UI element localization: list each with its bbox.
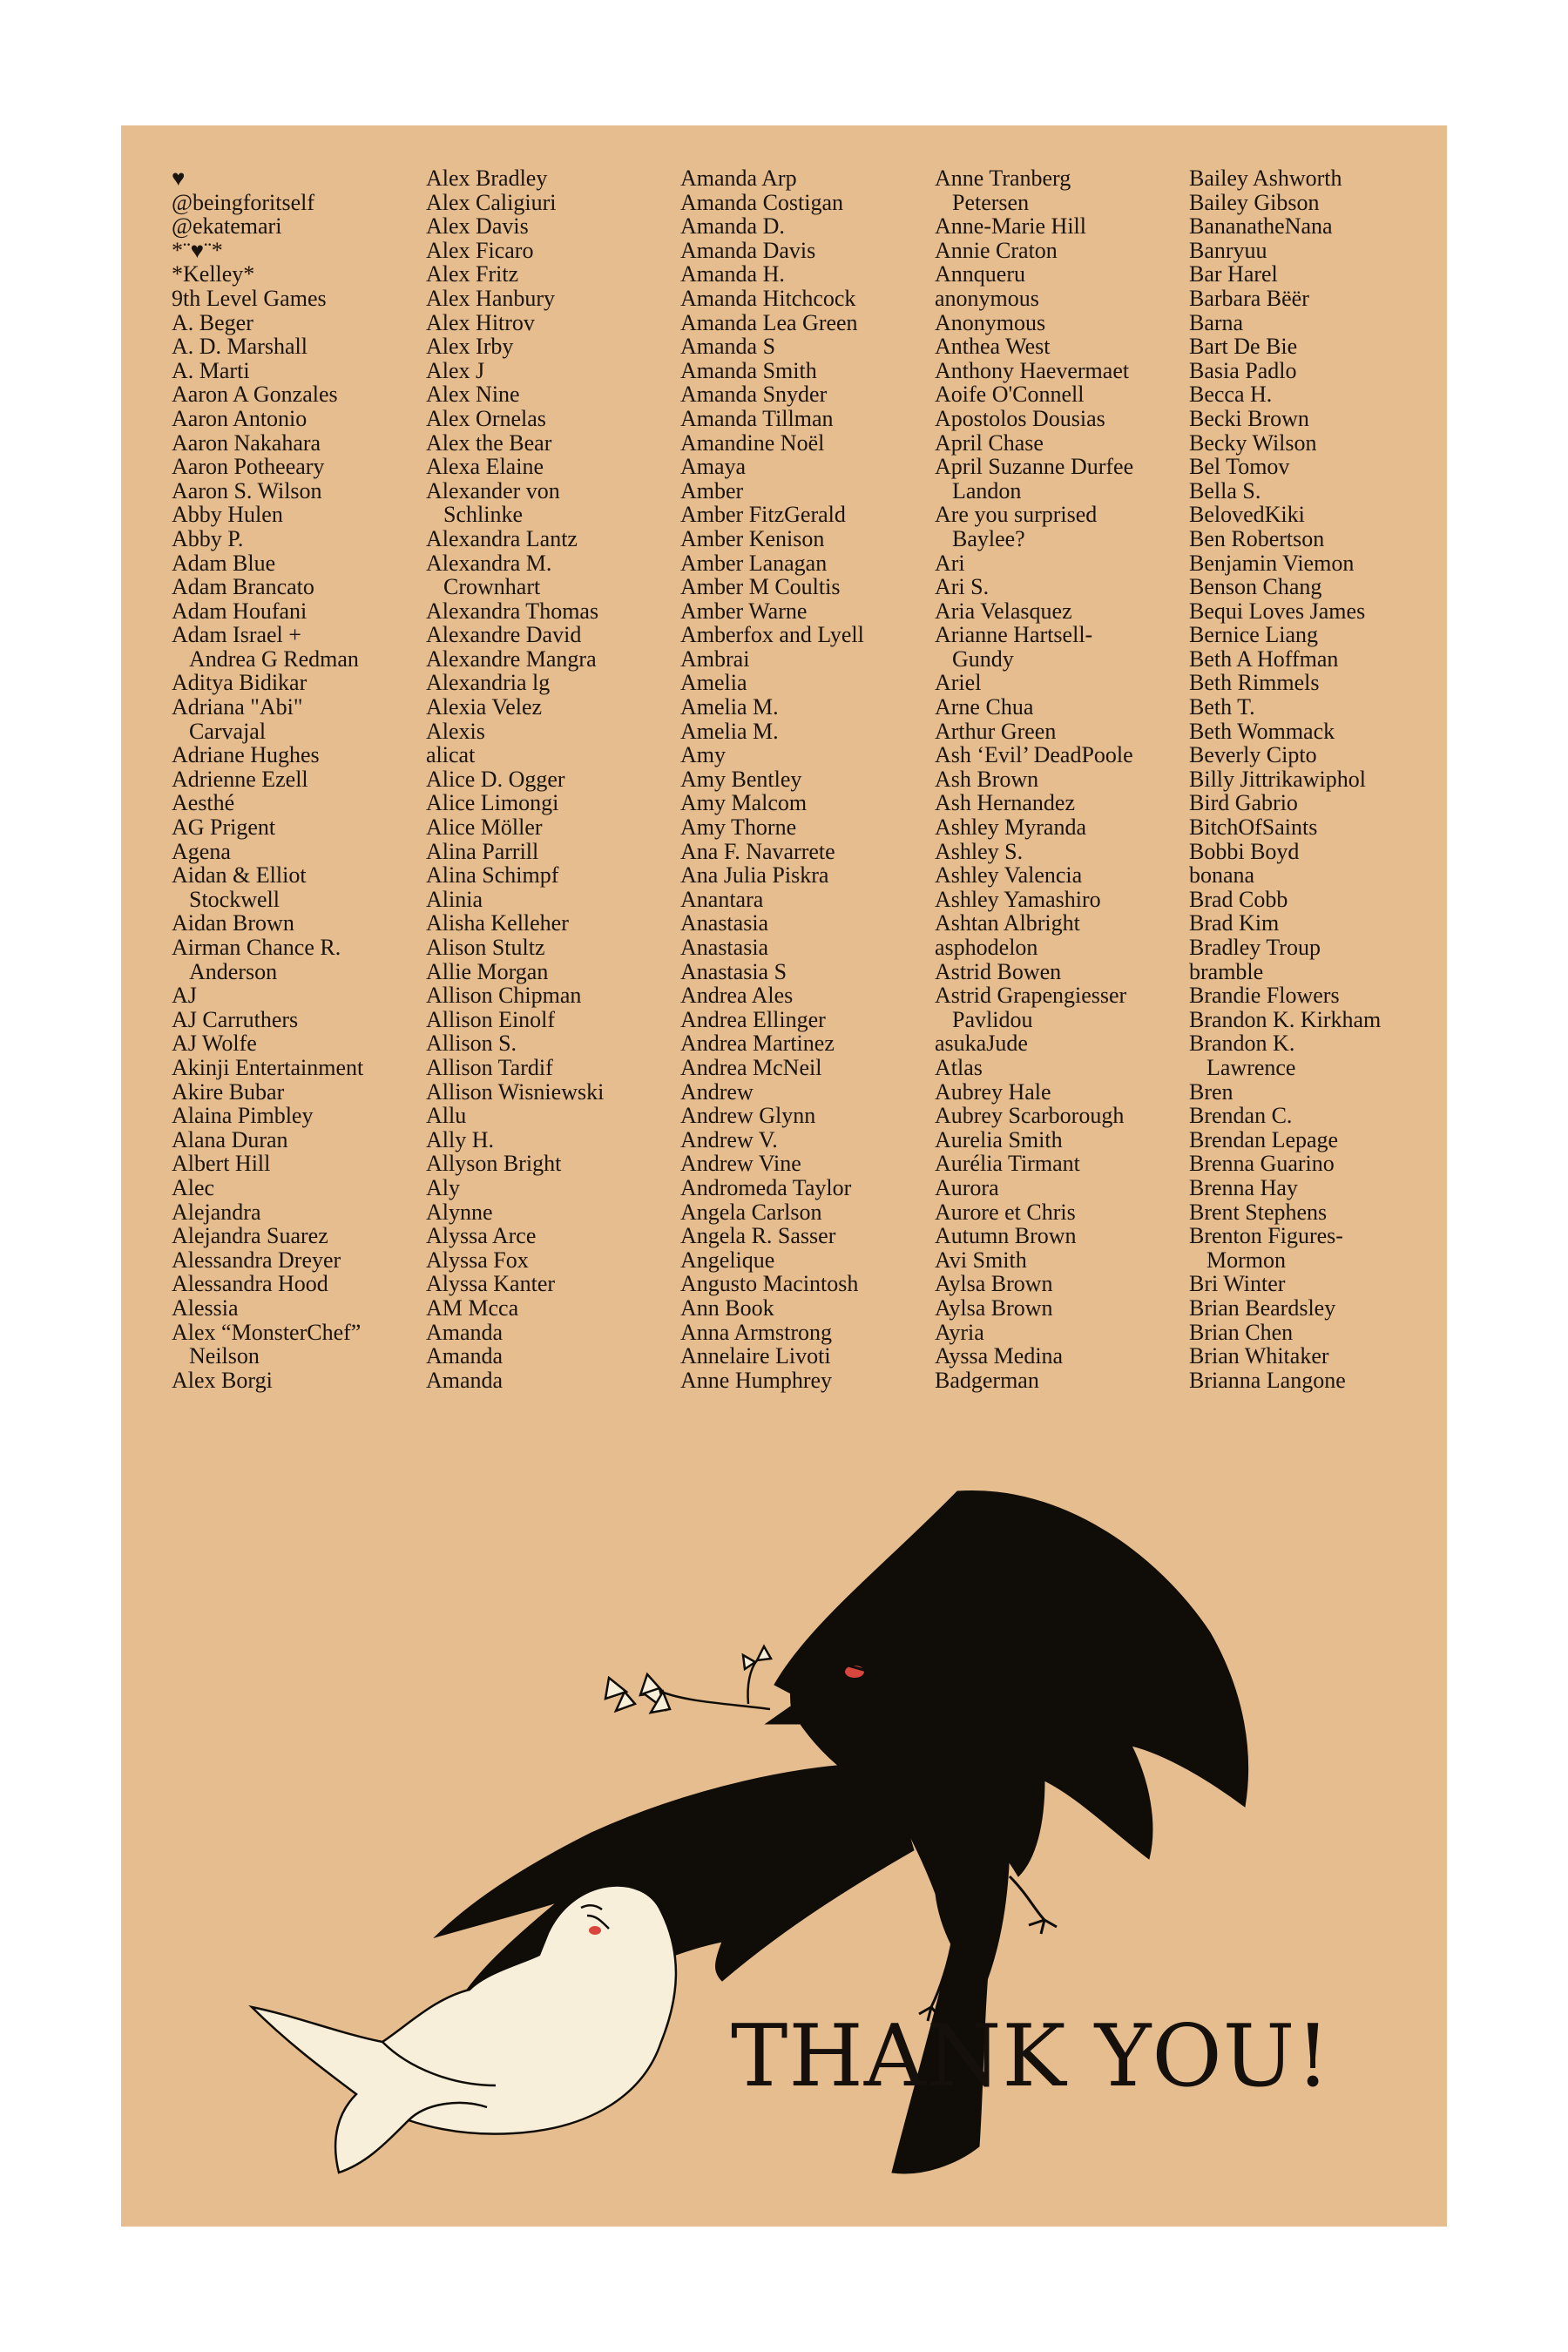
backer-name: Aaron Nakahara: [172, 429, 321, 456]
backer-name: Alex Ornelas: [426, 405, 546, 431]
backer-name: Pavlidou: [952, 1006, 1033, 1032]
backer-name: Aurelia Smith: [935, 1126, 1063, 1152]
backer-name: AJ Wolfe: [172, 1031, 257, 1057]
backer-name: Amanda: [426, 1343, 504, 1369]
backer-name: Bird Gabrio: [1189, 790, 1298, 816]
backer-name: Alex Fritz: [426, 261, 519, 287]
backer-name: Allison S.: [426, 1031, 517, 1057]
backer-name: Amanda Lea Green: [680, 309, 858, 335]
backer-name: Allison Chipman: [426, 983, 582, 1009]
backer-name: Andromeda Taylor: [680, 1174, 852, 1200]
backer-name: Landon: [952, 477, 1022, 504]
backer-name: Anastasia S: [680, 958, 787, 984]
backer-name: Avi Smith: [935, 1247, 1027, 1273]
backer-name: Ashtan Albright: [935, 910, 1080, 936]
backer-name: Annqueru: [935, 261, 1025, 287]
backer-name: Are you surprised: [935, 502, 1098, 528]
backer-name: Andrew: [680, 1078, 754, 1105]
backer-name: Annie Craton: [935, 237, 1058, 263]
backer-name: Alessandra Hood: [172, 1271, 328, 1297]
backer-name: Alyssa Kanter: [426, 1271, 556, 1297]
backer-name: Brenna Hay: [1189, 1174, 1298, 1200]
backer-name: Arthur Green: [935, 718, 1057, 744]
backer-name: Bailey Ashworth: [1189, 166, 1342, 191]
backer-name: Brendan Lepage: [1189, 1126, 1339, 1152]
backer-name: Aylsa Brown: [935, 1294, 1053, 1321]
backer-name: Aurora: [935, 1174, 999, 1200]
backer-name: Agena: [172, 838, 231, 864]
backer-name: Amy Thorne: [680, 814, 797, 841]
backer-name: Anastasia: [680, 935, 769, 960]
backer-name: Brianna Langone: [1189, 1367, 1346, 1393]
backer-name: Adam Brancato: [172, 574, 314, 600]
backer-name: Alexandre Mangra: [426, 645, 597, 672]
backer-name: Angela Carlson: [680, 1199, 822, 1225]
backer-name: Alisha Kelleher: [426, 910, 569, 936]
backer-name: Petersen: [952, 189, 1030, 215]
backer-name: Atlas: [935, 1054, 983, 1080]
backer-name: Amber: [680, 477, 744, 504]
backer-name: Barbara Bëër: [1189, 285, 1309, 311]
backer-name: AG Prigent: [172, 814, 276, 841]
backer-name: April Chase: [935, 429, 1044, 456]
backer-name: Alexandre David: [426, 622, 582, 648]
backer-name: Beth Wommack: [1189, 718, 1335, 744]
backer-name: Amanda H.: [680, 261, 785, 287]
backer-name: Ann Book: [680, 1294, 774, 1321]
backer-name: Becca H.: [1189, 382, 1273, 408]
backer-name: BitchOfSaints: [1189, 814, 1318, 841]
backer-name: Bella S.: [1189, 477, 1261, 504]
backer-name: AM Mcca: [426, 1294, 519, 1321]
backer-name: Andrea Ales: [680, 983, 794, 1009]
backer-name: Ana Julia Piskra: [680, 862, 829, 889]
backer-name: Aurélia Tirmant: [935, 1151, 1080, 1177]
backer-name: Alyssa Arce: [426, 1223, 537, 1249]
backer-name: Arne Chua: [935, 694, 1034, 720]
backer-name: Badgerman: [935, 1367, 1039, 1393]
backer-name: Aly: [426, 1174, 460, 1200]
backer-name: Mormon: [1206, 1247, 1286, 1273]
backer-name: Anderson: [189, 958, 278, 984]
backer-name: Adam Houfani: [172, 598, 308, 624]
backer-name: Andrew V.: [680, 1126, 778, 1152]
backer-name: Ariel: [935, 670, 982, 696]
backer-name: Alexander von: [426, 477, 560, 504]
backer-name: Apostolos Dousias: [935, 405, 1105, 431]
backer-name: Ally H.: [426, 1126, 494, 1152]
backer-name: AJ Carruthers: [172, 1006, 299, 1032]
backer-name: Amanda Hitchcock: [680, 285, 856, 311]
backer-name: Ash Hernandez: [935, 790, 1075, 816]
backer-name: Amy Bentley: [680, 766, 802, 792]
backer-name: Amanda: [426, 1319, 504, 1345]
backer-name: anonymous: [935, 285, 1039, 311]
backer-name: @beingforitself: [172, 189, 315, 215]
backer-name: Alex Caligiuri: [426, 189, 557, 215]
backer-name: Bequi Loves James: [1189, 598, 1366, 624]
backer-name: Ana F. Navarrete: [680, 838, 835, 864]
backer-name: Alex Bradley: [426, 166, 548, 191]
backer-name: Benjamin Viemon: [1189, 550, 1355, 576]
backer-name: April Suzanne Durfee: [935, 454, 1134, 480]
backer-name: Anthony Haevermaet: [935, 357, 1130, 383]
backer-name: Alexandria lg: [426, 670, 551, 696]
backer-name: Alejandra Suarez: [172, 1223, 328, 1249]
backer-name: Alison Stultz: [426, 935, 545, 960]
backer-name: Ayria: [935, 1319, 984, 1345]
backer-name: Allu: [426, 1103, 467, 1129]
backer-name: Brian Chen: [1189, 1319, 1294, 1345]
backer-name: A. Marti: [172, 357, 250, 383]
backer-name: Amber M Coultis: [680, 574, 841, 600]
backer-name: Amanda: [426, 1367, 504, 1393]
backer-name: Beth T.: [1189, 694, 1255, 720]
backer-name: Albert Hill: [172, 1151, 271, 1177]
backer-name: Anne Humphrey: [680, 1367, 833, 1393]
backer-name: Anne-Marie Hill: [935, 213, 1087, 240]
backer-name: Ben Robertson: [1189, 525, 1325, 551]
backer-name: Amberfox and Lyell: [680, 622, 864, 648]
backer-name: Adam Israel +: [172, 622, 301, 648]
backer-name: Alaina Pimbley: [172, 1103, 314, 1129]
birds-illustration: [121, 125, 1447, 2227]
backer-name: Brandon K. Kirkham: [1189, 1006, 1382, 1032]
backer-name: BananatheNana: [1189, 213, 1333, 240]
backer-name: Akinji Entertainment: [172, 1054, 364, 1080]
flower-sprig: [605, 1646, 771, 1713]
backer-name: Aditya Bidikar: [172, 670, 308, 696]
backer-name: Allison Einolf: [426, 1006, 556, 1032]
backer-name: Andrea G Redman: [189, 645, 359, 672]
backer-name: Amanda S: [680, 334, 776, 360]
backer-name: Adriane Hughes: [172, 742, 320, 768]
backer-name: Alexis: [426, 718, 485, 744]
backer-name: Alec: [172, 1174, 215, 1200]
backer-name: Airman Chance R.: [172, 935, 341, 960]
backer-name: Abby P.: [172, 525, 244, 551]
backer-name: Aria Velasquez: [935, 598, 1072, 624]
backer-name: Autumn Brown: [935, 1223, 1077, 1249]
backer-name: Brad Kim: [1189, 910, 1280, 936]
backer-name: Adriana "Abi": [172, 694, 303, 720]
backer-name: Benson Chang: [1189, 574, 1322, 600]
backer-name: Alejandra: [172, 1199, 261, 1225]
dove-cheek: [589, 1926, 601, 1935]
backer-name: Schlinke: [443, 502, 523, 528]
backer-name: AJ: [172, 983, 197, 1009]
backer-name: Alex Ficaro: [426, 237, 534, 263]
backer-name: Astrid Grapengiesser: [935, 983, 1127, 1009]
backer-name: Gundy: [952, 645, 1014, 672]
backer-name: Astrid Bowen: [935, 958, 1062, 984]
backer-name: Amber Kenison: [680, 525, 825, 551]
backer-name: Abby Hulen: [172, 502, 283, 528]
backer-name: Aubrey Hale: [935, 1078, 1051, 1105]
backer-name: Brenna Guarino: [1189, 1151, 1335, 1177]
backer-name: Anne Tranberg: [935, 166, 1071, 191]
backer-name: Banryuu: [1189, 237, 1267, 263]
backer-name: Brandie Flowers: [1189, 983, 1340, 1009]
backer-name: Aurore et Chris: [935, 1199, 1076, 1225]
poster-panel: [121, 125, 1447, 2227]
backer-name: Andrea Martinez: [680, 1031, 835, 1057]
backer-name: Amanda Smith: [680, 357, 817, 383]
backer-name: Aaron S. Wilson: [172, 477, 322, 504]
backer-name: Neilson: [189, 1343, 260, 1369]
backer-name: Alexandra Lantz: [426, 525, 578, 551]
backer-name: Bernice Liang: [1189, 622, 1318, 648]
backer-name: BelovedKiki: [1189, 502, 1305, 528]
backer-name: Basia Padlo: [1189, 357, 1297, 383]
backer-name: Bobbi Boyd: [1189, 838, 1300, 864]
backer-name: Lawrence: [1206, 1054, 1296, 1080]
backer-name: Amy: [680, 742, 726, 768]
backer-name: Brent Stephens: [1189, 1199, 1328, 1225]
backer-name: Alex Borgi: [172, 1367, 273, 1393]
backer-name: Brian Beardsley: [1189, 1294, 1336, 1321]
backer-name: Annelaire Livoti: [680, 1343, 831, 1369]
backer-name: Becki Brown: [1189, 405, 1309, 431]
backer-name: Allie Morgan: [426, 958, 549, 984]
backer-name: Stockwell: [189, 886, 280, 912]
backer-name: Barna: [1189, 309, 1244, 335]
backer-name: Amber Warne: [680, 598, 808, 624]
backer-name: bonana: [1189, 862, 1255, 889]
backer-name: Allyson Bright: [426, 1151, 562, 1177]
backer-name: Ayssa Medina: [935, 1343, 1064, 1369]
thank-you-heading: THANK YOU!: [731, 2007, 1331, 2106]
backer-name: Adrienne Ezell: [172, 766, 308, 792]
backer-name: Angelique: [680, 1247, 775, 1273]
backer-name: *Kelley*: [172, 261, 255, 287]
backer-name: Amy Malcom: [680, 790, 808, 816]
backer-name: Bailey Gibson: [1189, 189, 1320, 215]
backer-name: Ashley Yamashiro: [935, 886, 1101, 912]
backer-name: Alina Parrill: [426, 838, 539, 864]
backer-name: Alice Limongi: [426, 790, 559, 816]
backer-name: Amandine Noël: [680, 429, 825, 456]
backer-name: Ashley S.: [935, 838, 1024, 864]
backer-name: Carvajal: [189, 718, 267, 744]
backer-name: Ash ‘Evil’ DeadPoole: [935, 742, 1133, 768]
backer-name: Bel Tomov: [1189, 454, 1290, 480]
backer-name: Aesthé: [172, 790, 235, 816]
backer-name: Amanda Tillman: [680, 405, 834, 431]
backer-name: Amelia M.: [680, 694, 779, 720]
backer-name: Brian Whitaker: [1189, 1343, 1329, 1369]
backer-name: Ambrai: [680, 645, 750, 672]
backer-name: Aidan Brown: [172, 910, 294, 936]
backer-name: Amaya: [680, 454, 747, 480]
backer-name: Amber Lanagan: [680, 550, 828, 576]
backer-name: Alynne: [426, 1199, 493, 1225]
backer-name: Anantara: [680, 886, 764, 912]
backer-name: Amelia: [680, 670, 747, 696]
backer-name: Amanda Costigan: [680, 189, 844, 215]
backer-name: alicat: [426, 742, 476, 768]
backer-name: @ekatemari: [172, 213, 282, 240]
backer-name: 9th Level Games: [172, 285, 327, 311]
backer-name: Alex Nine: [426, 382, 520, 408]
backer-name: Brandon K.: [1189, 1031, 1295, 1057]
backer-name: asukaJude: [935, 1031, 1028, 1057]
backer-name: Bri Winter: [1189, 1271, 1286, 1297]
backer-name: Andrew Vine: [680, 1151, 801, 1177]
backer-name: asphodelon: [935, 935, 1038, 960]
backer-name: Alana Duran: [172, 1126, 288, 1152]
backer-name: Becky Wilson: [1189, 429, 1317, 456]
backer-name: Alex Irby: [426, 334, 514, 360]
backer-name: Amanda Davis: [680, 237, 816, 263]
backer-name: Aubrey Scarborough: [935, 1103, 1125, 1129]
backer-name: Alessia: [172, 1294, 239, 1321]
backer-name: Alexa Elaine: [426, 454, 544, 480]
backer-name: Anthea West: [935, 334, 1051, 360]
backer-name: Angela R. Sasser: [680, 1223, 836, 1249]
backer-name: Andrea Ellinger: [680, 1006, 826, 1032]
backer-name: Alina Schimpf: [426, 862, 559, 889]
backer-name: Baylee?: [952, 525, 1025, 551]
backer-name: Alexia Velez: [426, 694, 543, 720]
backer-name: Alex “MonsterChef”: [172, 1319, 362, 1345]
backer-name: Beth A Hoffman: [1189, 645, 1339, 672]
backer-name: Brendan C.: [1189, 1103, 1293, 1129]
backer-name: Brad Cobb: [1189, 886, 1288, 912]
backer-name: Anonymous: [935, 309, 1046, 335]
backer-name: Aaron Antonio: [172, 405, 308, 431]
backer-name: Arianne Hartsell-: [935, 622, 1093, 648]
backer-name: Andrea McNeil: [680, 1054, 822, 1080]
backer-name: Ari: [935, 550, 965, 576]
backer-name: Allison Tardif: [426, 1054, 553, 1080]
backer-name: Aidan & Elliot: [172, 862, 307, 889]
backer-name: A. Beger: [172, 309, 253, 335]
backer-name: Ari S.: [935, 574, 990, 600]
backer-name: Bradley Troup: [1189, 935, 1321, 960]
backer-name: A. D. Marshall: [172, 334, 308, 360]
backer-name: Adam Blue: [172, 550, 276, 576]
backer-name: Aylsa Brown: [935, 1271, 1053, 1297]
backer-name: Anna Armstrong: [680, 1319, 833, 1345]
backer-name: *¨♥¨*: [172, 237, 223, 263]
backer-name: Ash Brown: [935, 766, 1039, 792]
backer-name: Crownhart: [443, 574, 541, 600]
backer-name: Alex the Bear: [426, 429, 552, 456]
backer-name: Bar Harel: [1189, 261, 1278, 287]
backer-name: Alyssa Fox: [426, 1247, 529, 1273]
backer-name: Alessandra Dreyer: [172, 1247, 341, 1273]
backer-name: Amelia M.: [680, 718, 779, 744]
backer-name: Angusto Macintosh: [680, 1271, 859, 1297]
backer-name: Brenton Figures-: [1189, 1223, 1343, 1249]
backer-name: Alex Davis: [426, 213, 529, 240]
backer-name: Amber FitzGerald: [680, 502, 846, 528]
backer-name: Aoife O'Connell: [935, 382, 1085, 408]
backer-name: Ashley Valencia: [935, 862, 1083, 889]
backer-name: Alinia: [426, 886, 483, 912]
backer-name: Alex Hitrov: [426, 309, 535, 335]
backer-name: bramble: [1189, 958, 1264, 984]
backer-name: Bart De Bie: [1189, 334, 1298, 360]
backer-name: Allison Wisniewski: [426, 1078, 605, 1105]
backer-name: Alexandra M.: [426, 550, 552, 576]
backer-name: Amanda Arp: [680, 166, 797, 191]
backer-name: Beth Rimmels: [1189, 670, 1320, 696]
backer-name: Beverly Cipto: [1189, 742, 1317, 768]
backer-name: Alice Möller: [426, 814, 543, 841]
backer-name: Bren: [1189, 1078, 1233, 1105]
backer-name: Alexandra Thomas: [426, 598, 599, 624]
backer-name: ♥: [172, 166, 186, 191]
backer-name: Amanda Snyder: [680, 382, 828, 408]
backer-name: Aaron Potheeary: [172, 454, 325, 480]
backer-name: Billy Jittrikawiphol: [1189, 766, 1366, 792]
backer-name: Aaron A Gonzales: [172, 382, 338, 408]
backer-name: Alex J: [426, 357, 485, 383]
backer-name: Akire Bubar: [172, 1078, 285, 1105]
backer-name: Amanda D.: [680, 213, 785, 240]
backer-name: Alex Hanbury: [426, 285, 556, 311]
backer-name: Ashley Myranda: [935, 814, 1087, 841]
backer-name: Anastasia: [680, 910, 769, 936]
backer-name: Andrew Glynn: [680, 1103, 816, 1129]
backer-name: Alice D. Ogger: [426, 766, 565, 792]
